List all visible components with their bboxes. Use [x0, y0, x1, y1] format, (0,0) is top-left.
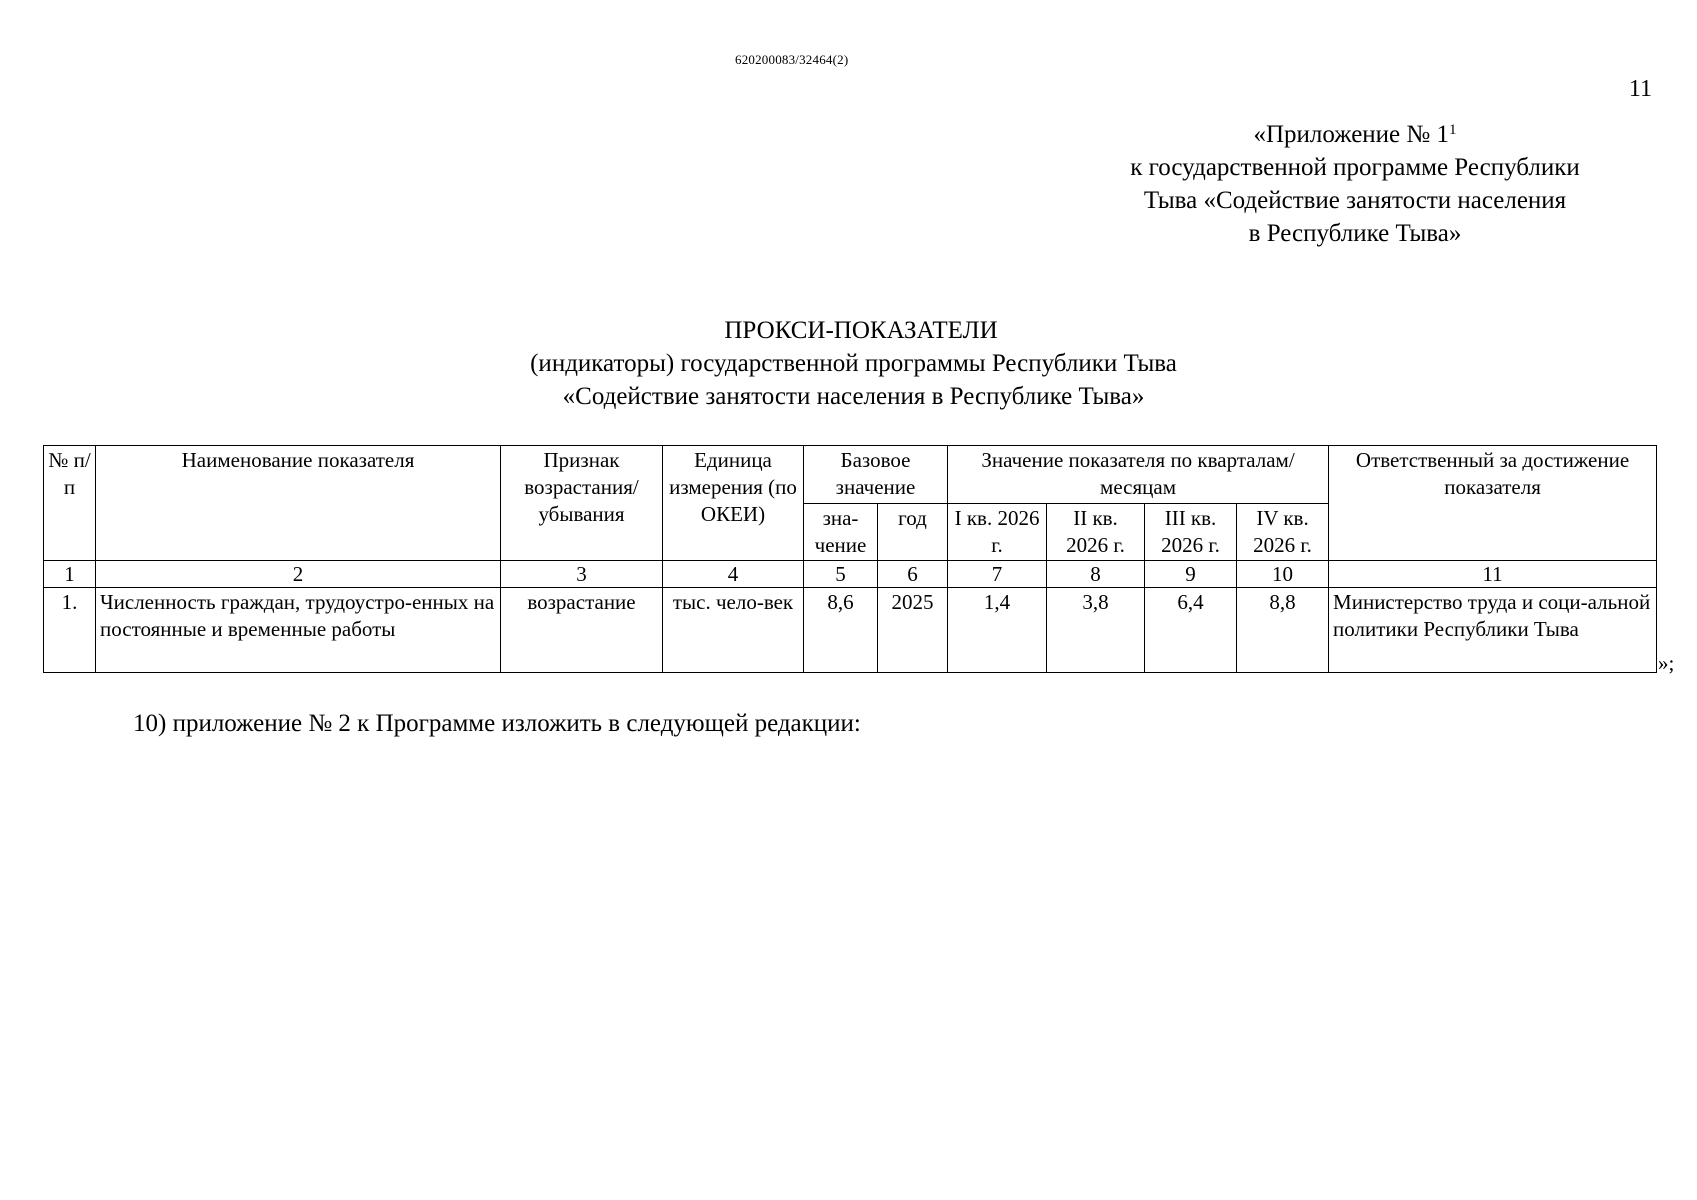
header-q4: IV кв. 2026 г.: [1237, 503, 1329, 561]
column-number: 3: [501, 561, 663, 588]
header-base-value: зна-чение: [804, 503, 878, 561]
column-number: 5: [804, 561, 878, 588]
row-unit: тыс. чело-век: [663, 588, 804, 673]
row-q4: 8,8: [1237, 588, 1329, 673]
column-number: 6: [878, 561, 948, 588]
column-number: 2: [96, 561, 501, 588]
column-number: 10: [1237, 561, 1329, 588]
header-unit: Единица измерения (по ОКЕИ): [663, 446, 804, 561]
column-number: 7: [948, 561, 1047, 588]
row-q2: 3,8: [1047, 588, 1145, 673]
header-q3: III кв. 2026 г.: [1145, 503, 1237, 561]
row-base-value: 8,6: [804, 588, 878, 673]
row-q3: 6,4: [1145, 588, 1237, 673]
title-subtitle-2: «Содействие занятости населения в Республике Тыва»: [562, 383, 1145, 410]
closing-quote: »;: [1658, 651, 1675, 675]
column-numbers-row: [44, 561, 1657, 588]
appendix-heading: [1060, 118, 1650, 250]
document-id: 620200083/32464(2): [735, 52, 849, 67]
column-number: 9: [1145, 561, 1237, 588]
appendix-line-4: в Республике Тыва»: [1248, 220, 1462, 247]
row-sign: возрастание: [501, 588, 663, 673]
appendix-line-1: «Приложение № $1^1$: [1253, 121, 1457, 148]
title-main: ПРОКСИ-ПОКАЗАТЕЛИ: [724, 317, 998, 344]
header-quarters: Значение показателя по кварталам/ месяцам: [948, 446, 1329, 504]
appendix-line-3: Тыва «Содействие занятости населения: [1143, 187, 1567, 214]
row-responsible: Министерство труда и соци-альной политики Республики Тыва: [1329, 588, 1657, 673]
column-number: 11: [1329, 561, 1657, 588]
indicators-table: [43, 445, 1657, 673]
row-base-year: 2025: [878, 588, 948, 673]
header-base: Базовое значение: [804, 446, 948, 504]
header-row-1: [44, 446, 1657, 504]
appendix-superscript: 1: [1449, 122, 1457, 138]
header-name: Наименование показателя: [96, 446, 501, 561]
row-q1: 1,4: [948, 588, 1047, 673]
header-sign: Признак возрастания/ убывания: [501, 446, 663, 561]
row-name: Численность граждан, трудоустро-енных на постоянные и временные работы: [96, 588, 501, 673]
page-number: 11: [1628, 76, 1652, 102]
table-row: [44, 588, 1657, 673]
body-paragraph: 10) приложение № 2 к Программе изложить в следующей редакции:: [133, 710, 861, 737]
header-num: № п/п: [44, 446, 96, 561]
appendix-line-2: к государственной программе Республики: [1130, 154, 1580, 181]
title-subtitle-1: (индикаторы) государственной программы Республики Тыва: [530, 350, 1177, 377]
header-q2: II кв. 2026 г.: [1047, 503, 1145, 561]
column-number: 1: [44, 561, 96, 588]
row-num: 1.: [44, 588, 96, 673]
header-responsible: Ответственный за достижение показателя: [1329, 446, 1657, 561]
document-title: [0, 314, 1697, 413]
column-number: 4: [663, 561, 804, 588]
column-number: 8: [1047, 561, 1145, 588]
header-q1: I кв. 2026 г.: [948, 503, 1047, 561]
header-base-year: год: [878, 503, 948, 561]
